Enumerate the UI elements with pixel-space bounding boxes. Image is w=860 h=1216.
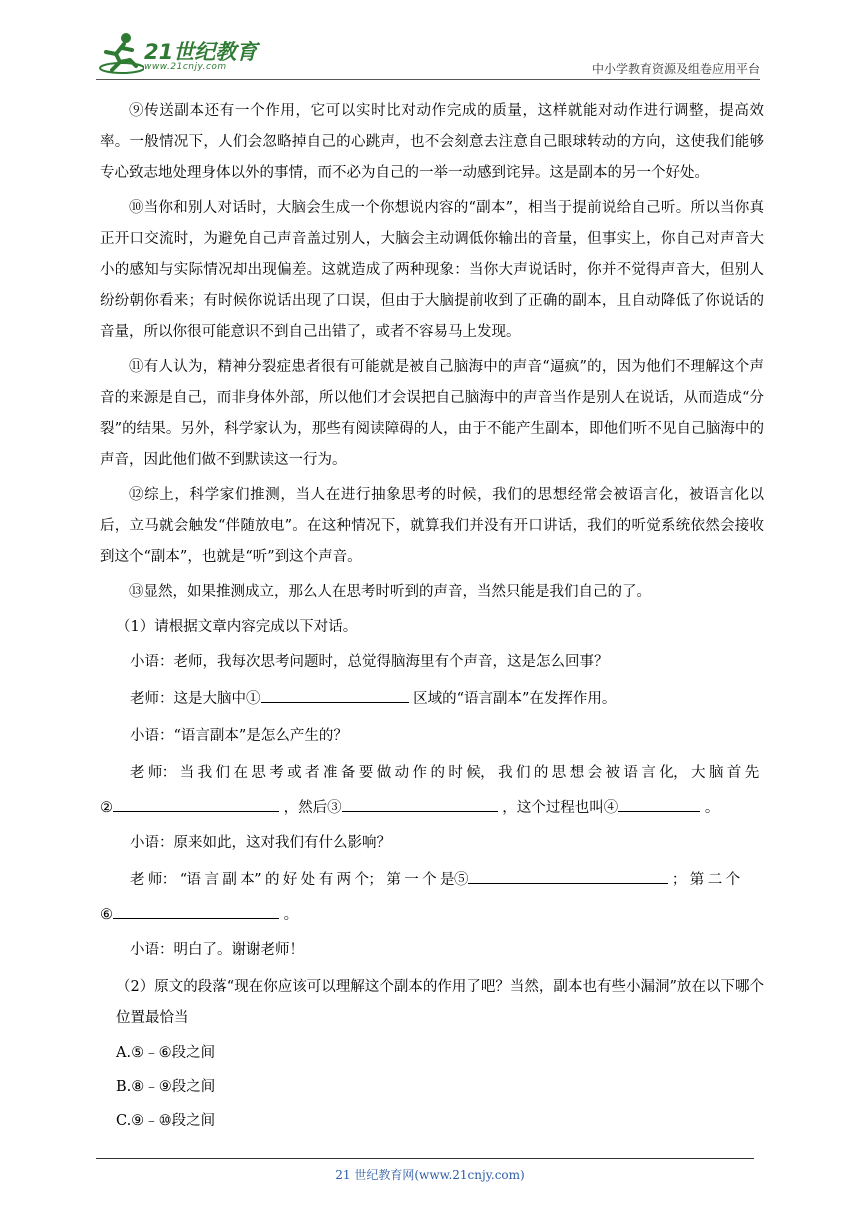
footer-divider <box>96 1158 754 1159</box>
paragraph-9: ⑨传送副本还有一个作用，它可以实时比对动作完成的质量，这样就能对动作进行调整，提高效率。一般情况下，人们会忽略掉自己的心跳声，也不会刻意去注意自己眼球转动的方向，这使我们能够专心致志地处理身体以外的事情，而不必为自己的一举一动感到诧异。这是副本的另一个好处。 <box>100 103 764 181</box>
paragraph-11: ⑪有人认为，精神分裂症患者很有可能就是被自己脑海中的声音“逼疯”的，因为他们不理解这个声音的来源是自己，而非身体外部，所以他们才会误把自己脑海中的声音当作是别人在说话，从而造成“分裂”的结果。另外，科学家认为，那些有阅读障碍的人，由于不能产生副本，即他们听不见自己脑海中的声音，因此他们做不到默读这一行为。 <box>100 359 764 468</box>
answer-blank-5[interactable] <box>468 867 668 884</box>
dialogue-line-4 <box>100 758 764 789</box>
dialogue-line-4-start: 老 师： 当 我 们 在 思 考 或 者 准 备 要 做 动 作 的 时 候， 我 们 的 思 想 会 被 语 言 化， 大 脑 首 先 <box>130 765 759 781</box>
dialogue-line-4-cont <box>100 793 764 824</box>
dialogue-line-3: 小语：“语言副本”是怎么产生的？ <box>130 728 348 744</box>
dialogue-line-4-then: ，然后③ <box>279 800 342 816</box>
site-logo[interactable] <box>96 30 266 78</box>
logo-url: www.21cnjy.com <box>144 62 227 72</box>
paragraph-13: ⑬显然，如果推测成立，那么人在思考时听到的声音，当然只能是我们自己的了。 <box>129 584 651 600</box>
dialogue-line-6-mark-6: ⑥ <box>100 907 113 923</box>
answer-blank-1[interactable] <box>261 686 409 703</box>
runner-logo-icon <box>96 30 144 76</box>
page-header <box>96 28 760 80</box>
dialogue-line-6-mid: ； 第 二 个 <box>667 872 740 888</box>
answer-blank-6[interactable] <box>113 902 279 919</box>
option-c[interactable]: C.⑨﹣⑩段之间 <box>116 1113 216 1129</box>
dialogue-line-7: 小语：明白了。谢谢老师！ <box>130 942 304 958</box>
dialogue-line-6 <box>100 865 764 896</box>
header-divider <box>96 79 760 80</box>
answer-blank-2[interactable] <box>113 795 279 812</box>
option-a[interactable]: A.⑤﹣⑥段之间 <box>116 1045 216 1061</box>
answer-blank-3[interactable] <box>342 795 498 812</box>
dialogue-line-2-end: 区域的“语言副本”在发挥作用。 <box>408 691 617 707</box>
logo-text: 21世纪教育 <box>144 40 258 64</box>
paragraph-10: ⑩当你和别人对话时，大脑会生成一个你想说内容的“副本”，相当于提前说给自己听。所以当你真正开口交流时，为避免自己声音盖过别人，大脑会主动调低你输出的音量，但事实上，你自己对声音大小的感知与实际情况却出现偏差。这就造成了两种现象：当你大声说话时，你并不觉得声音大，但别人纷纷朝你看来；有时候你说话出现了口误，但由于大脑提前收到了正确的副本，且自动降低了你说话的音量，所以你很可能意识不到自己出错了，或者不容易马上发现。 <box>100 200 764 340</box>
dialogue-line-4-end: 。 <box>700 800 720 816</box>
dialogue-line-1: 小语：老师，我每次思考问题时，总觉得脑海里有个声音，这是怎么回事？ <box>130 654 609 670</box>
dialogue-line-6-cont <box>100 900 764 931</box>
question-2-prompt: （2）原文的段落“现在你应该可以理解这个副本的作用了吧？当然，副本也有些小漏洞”放在以下哪个位置最恰当 <box>116 979 764 1026</box>
question-1-prompt: （1）请根据文章内容完成以下对话。 <box>116 619 358 635</box>
dialogue-line-5: 小语：原来如此，这对我们有什么影响？ <box>130 835 391 851</box>
dialogue-line-2 <box>100 684 764 715</box>
dialogue-line-6-start: 老 师： “语 言 副 本” 的 好 处 有 两 个； 第 一 个 是⑤ <box>130 872 468 888</box>
paragraph-12: ⑫综上，科学家们推测，当人在进行抽象思考的时候，我们的思想经常会被语言化，被语言化以后，立马就会触发“伴随放电”。在这种情况下，就算我们并没有开口讲话，我们的听觉系统依然会接收到这个“副本”，也就是“听”到这个声音。 <box>100 487 764 565</box>
document-body <box>100 96 764 1140</box>
page-footer[interactable]: 21 世纪教育网(www.21cnjy.com) <box>335 1168 525 1182</box>
site-tagline: 中小学教育资源及组卷应用平台 <box>591 62 760 76</box>
dialogue-line-6-end: 。 <box>279 907 299 923</box>
option-b[interactable]: B.⑧﹣⑨段之间 <box>116 1079 216 1095</box>
dialogue-line-4-mark-2: ② <box>100 800 113 816</box>
dialogue-line-4-also: ，这个过程也叫④ <box>497 800 619 816</box>
dialogue-line-2-start: 老师：这是大脑中① <box>130 691 261 707</box>
answer-blank-4[interactable] <box>618 795 700 812</box>
